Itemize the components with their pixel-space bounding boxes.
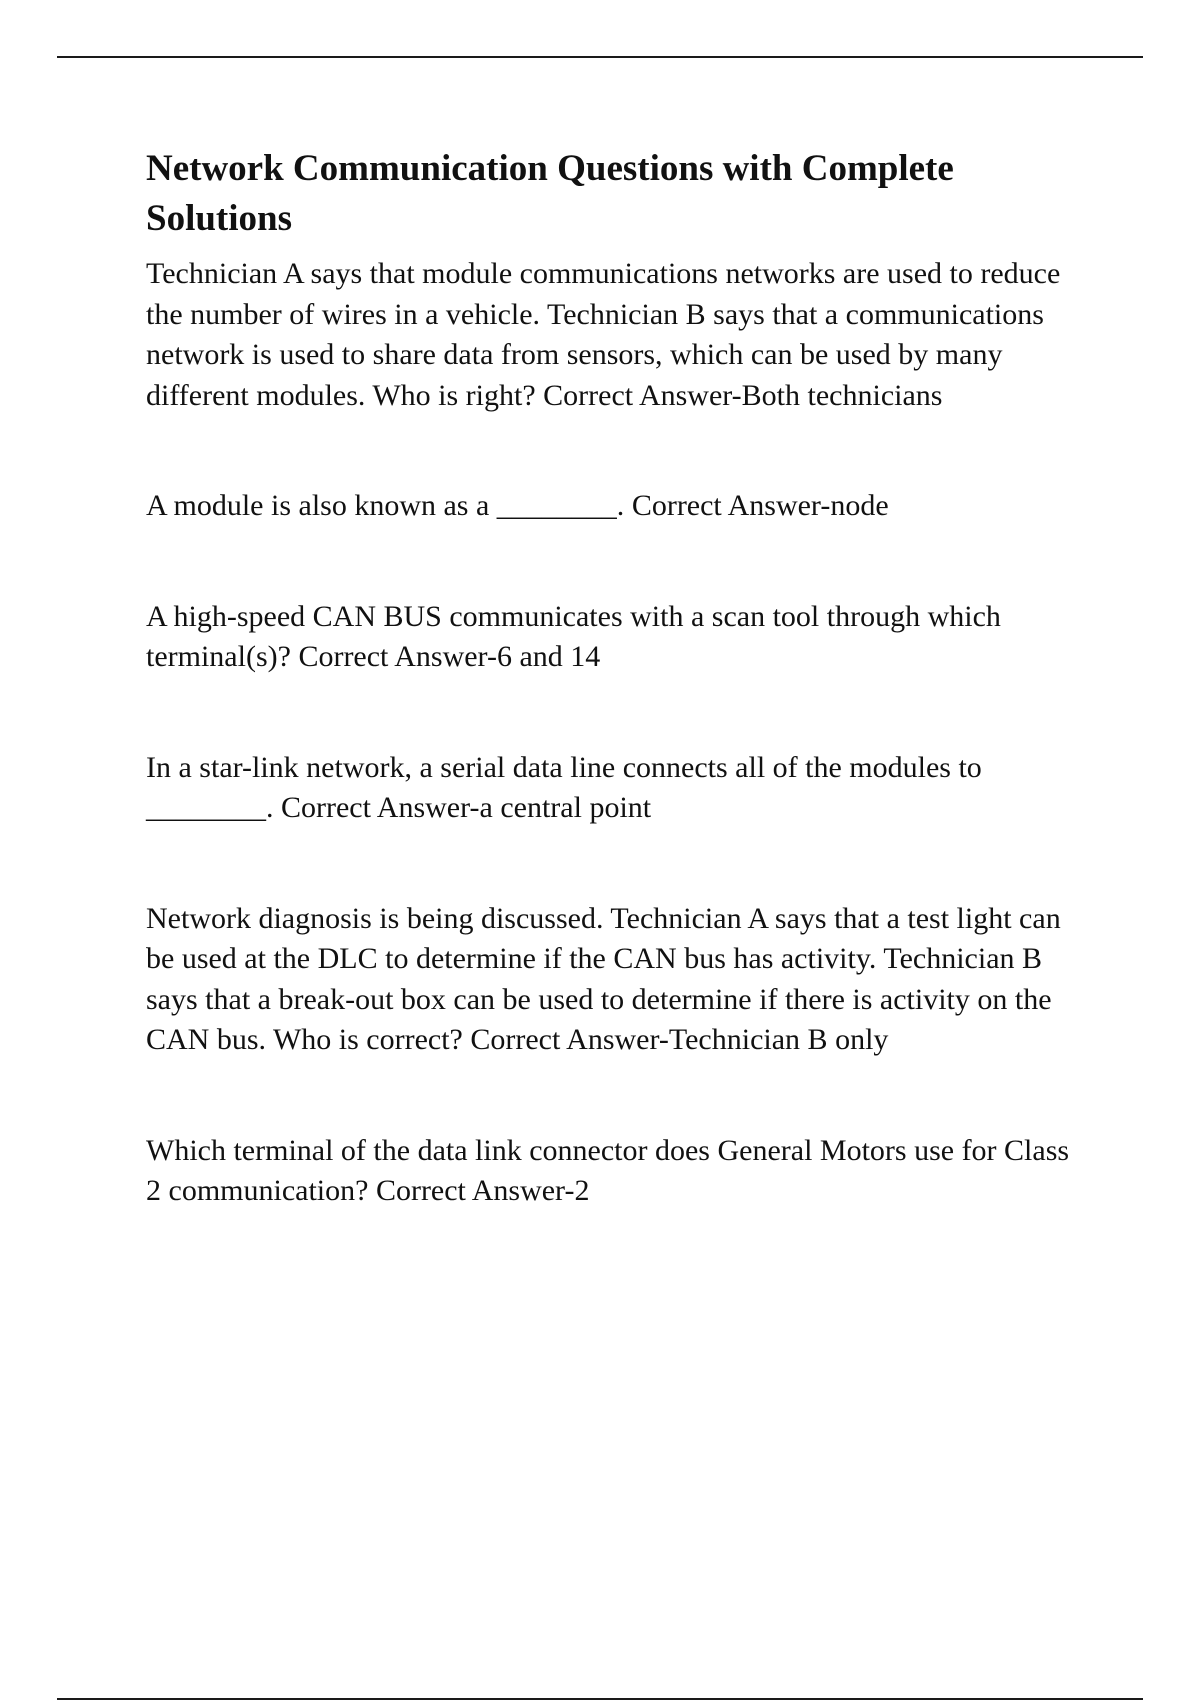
answer-text: Technician B only bbox=[668, 1023, 889, 1056]
qa-item-1 bbox=[146, 254, 1086, 416]
document-body bbox=[146, 144, 1086, 1212]
answer-label: Correct Answer- bbox=[543, 378, 742, 412]
answer-text: a central point bbox=[479, 791, 652, 824]
qa-item-4 bbox=[146, 748, 1086, 829]
question-text: In a star-link network, a serial data line connects all of the modules to ________. bbox=[146, 750, 982, 824]
document-title: Network Communication Questions with Complete Solutions bbox=[146, 148, 954, 239]
question-text: Network diagnosis is being discussed. Technician A says that a test light can be used at the DLC to determine if the CAN bus has activity. Technician B says that a break-out box can be used to determine if there is activity on the CAN bus. Who is correct? bbox=[146, 901, 1061, 1056]
answer-text: 2 bbox=[574, 1174, 590, 1207]
top-rule bbox=[57, 56, 1143, 58]
question-text: Technician A says that module communications networks are used to reduce the number of wires in a vehicle. Technician B says that a communications network is used to share data from sensors, which can be used by many different modules. Who is right? bbox=[146, 257, 1061, 412]
answer-label: Correct Answer- bbox=[281, 791, 480, 824]
answer-text: 6 and 14 bbox=[496, 640, 601, 673]
answer-label: Correct Answer- bbox=[298, 640, 497, 673]
answer-label: Correct Answer- bbox=[631, 489, 831, 522]
qa-item-6 bbox=[146, 1131, 1086, 1212]
question-text: Which terminal of the data link connector does General Motors use for Class 2 communication? bbox=[146, 1133, 1070, 1207]
answer-label: Correct Answer- bbox=[375, 1174, 575, 1207]
qa-item-5 bbox=[146, 899, 1086, 1061]
answer-label: Correct Answer- bbox=[470, 1023, 669, 1056]
qa-item-3 bbox=[146, 597, 1086, 678]
question-text: A high-speed CAN BUS communicates with a scan tool through which terminal(s)? bbox=[146, 599, 1001, 673]
qa-item-2 bbox=[146, 486, 1086, 527]
answer-text: Both technicians bbox=[741, 378, 943, 412]
answer-text: node bbox=[830, 489, 889, 522]
question-text: A module is also known as a ________. bbox=[146, 489, 625, 522]
